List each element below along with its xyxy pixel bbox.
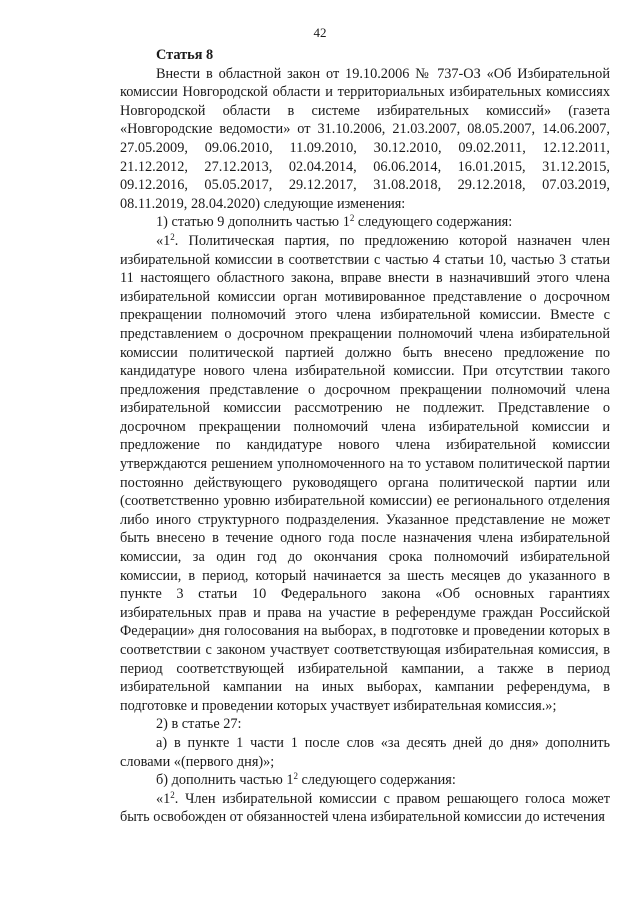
quote-1-text: . Политическая партия, по предложению которой назначен член избирательной комиссии в соответствии с частью 4 статьи 10, частью 3 статьи 11 настоящего областного закона, вправе внести в назначивший этого члена избирательной комиссии орган мотивированное представление о досрочном прекращении полномочий этого члена избирательной комиссии. Вместе с представлением о досрочном прекращении полномочий члена избирательной комиссии политической партией должно быть внесено предложение по кандидатуре нового члена избирательной комиссии. При отсутствии такого предложения представление о досрочном прекращении полномочий члена избирательной комиссии рассмотрению не подлежит. Представление о досрочном прекращении полномочий члена избирательной комиссии и предложение по кандидатуре нового члена избирательной комиссии утверждаются решением уполномоченного на то уставом политической партии постоянно действующего руководящего органа политической партии или (соответственно уровню избирательной комиссии) ее регионального отделения либо иного структурного подразделения. Указанное представление не может быть внесено в течение одного года после назначения члена избирательной комиссии, за один год до окончания срока полномочий избирательной комиссии, в период, который начинается за шесть месяцев до указанного в пункте 3 статьи 10 Федерального закона «Об основных гарантиях избирательных прав и права на участие в референдуме граждан Российской Федерации» дня голосования на выборах, в подготовке и проведении которых в соответствии с законом участвует соответствующая избирательная комиссия, в период соответствующей избирательной кампании, а также в период избирательной кампании на иных выборах, кампании референдума, в подготовке и проведении которых участвует избирательная комиссия.»; — [120, 232, 610, 714]
page-number: 42 — [313, 25, 327, 40]
item-2b-suffix: следующего содержания: — [297, 772, 456, 789]
document-body — [120, 46, 610, 827]
item-2-paragraph: 2) в статье 27: — [156, 716, 242, 733]
quote-1-paragraph — [120, 232, 610, 715]
quote-2-paragraph — [120, 790, 610, 827]
item-1-prefix: 1) статью 9 дополнить частью 1 — [156, 214, 350, 231]
quote-1-superscript: 2 — [170, 231, 175, 242]
item-1-superscript: 2 — [349, 213, 355, 224]
item-2b-paragraph — [120, 771, 610, 790]
quote-1-open: «1 — [156, 232, 171, 249]
item-2b-superscript: 2 — [293, 771, 298, 782]
article-heading: Статья 8 — [156, 47, 214, 63]
quote-2-text: . Член избирательной комиссии с правом решающего голоса может быть освобожден от обязанностей члена избирательной комиссии до истечения — [120, 790, 610, 826]
article-intro-paragraph: Внести в областной закон от 19.10.2006 № 737-ОЗ «Об Избирательной комиссии Новгородской области и территориальных избирательных комиссиях Новгородской области в системе избирательных комиссий» (газета «Новгородские ведомости» от 31.10.2006, 21.03.2007, 08.05.2007, 14.06.2007, 27.05.2009, 09.06.2010, 11.09.2010, 30.12.2010, 09.02.2011, 12.12.2011, 21.12.2012, 27.12.2013, 02.04.2014, 06.06.2014, 16.01.2015, 31.12.2015, 09.12.2016, 05.05.2017, 29.12.2017, 31.08.2018, 29.12.2018, 07.03.2019, 08.11.2019, 28.04.2020) следующие изменения: — [120, 65, 610, 212]
item-1-suffix: следующего содержания: — [354, 214, 513, 231]
item-2b-prefix: б) дополнить частью 1 — [156, 772, 294, 789]
quote-2-superscript: 2 — [170, 789, 175, 800]
item-2a-paragraph: а) в пункте 1 части 1 после слов «за десять дней до дня» дополнить словами «(первого дня)»; — [120, 734, 610, 770]
quote-2-open: «1 — [156, 790, 171, 807]
item-1-paragraph — [120, 213, 610, 232]
